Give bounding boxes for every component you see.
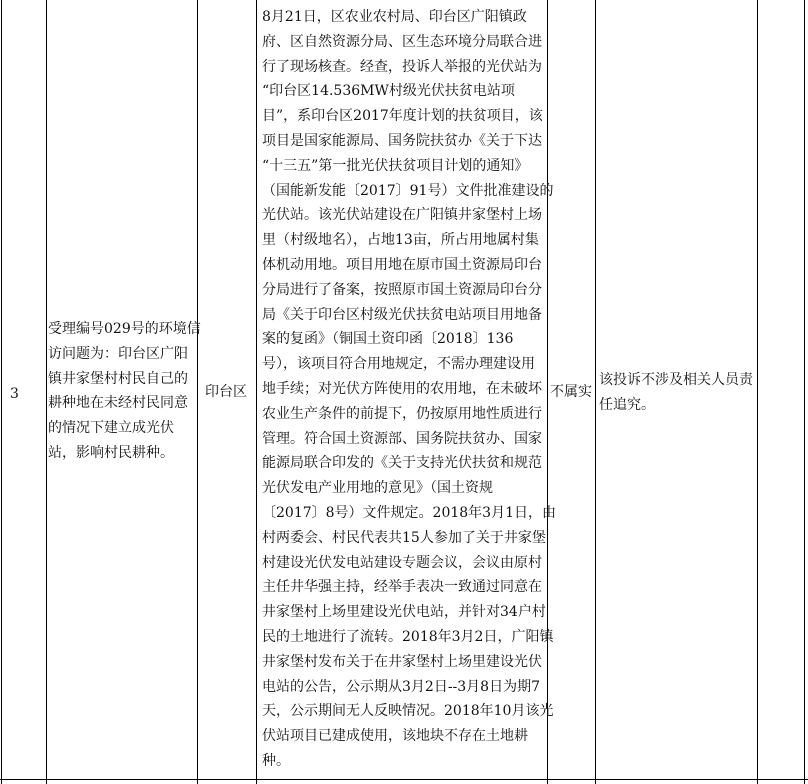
findings-line: “印台区14.536MW村级光伏扶贫电站项: [262, 83, 515, 100]
complaint-line: 站，影响村民耕种。: [48, 444, 174, 461]
findings-line: 府、区自然资源分局、区生态环境分局联合进: [262, 33, 542, 50]
column-border: [256, 0, 257, 784]
column-border: [1, 0, 2, 784]
complaint-line: 镇井家堡村村民自己的: [48, 370, 188, 387]
findings-line: 地手续；对光伏方阵使用的农用地，在未破坏: [262, 380, 542, 397]
findings-line: 8月21日，区农业农村局、印台区广阳镇政: [262, 9, 527, 25]
column-border: [595, 0, 596, 784]
findings-line: 号），该项目符合用地规定，不需办理建设用: [262, 356, 535, 373]
district-cell: 印台区: [205, 384, 247, 400]
findings-line: “十三五”第一批光伏扶贫项目计划的通知》: [262, 157, 529, 174]
complaint-line: 受理编号029号的环境信: [48, 321, 201, 337]
findings-line: （国能新发能〔2017〕91号）文件批准建设的: [262, 182, 554, 199]
findings-line: 电站的公告，公示期从3月2日--3月8日为期7: [262, 678, 540, 695]
findings-line: 村两委会、村民代表共15人参加了关于井家堡: [262, 529, 546, 546]
findings-line: 种。: [262, 752, 290, 769]
handling-cell: [599, 368, 753, 418]
verdict-cell: 不属实: [550, 384, 592, 400]
findings-line: 〔2017〕8号）文件规定。2018年3月1日，由: [262, 504, 556, 521]
findings-line: 村建设光伏发电站建设专题会议，会议由原村: [262, 554, 542, 571]
complaint-line: 访问题为：印台区广阳: [48, 345, 188, 362]
findings-line: 管理。符合国土资源部、国务院扶贫办、国家: [262, 430, 542, 447]
column-border: [804, 0, 805, 784]
findings-line: 井家堡村上场里建设光伏电站，并针对34户村: [262, 604, 546, 621]
findings-line: 局《关于印台区村级光伏扶贫电站项目用地备: [262, 306, 542, 323]
row-number: 3: [10, 386, 19, 402]
findings-line: 光伏发电产业用地的意见》（国土资规: [262, 480, 493, 497]
findings-line: 伏站项目已建成使用，该地块不存在土地耕: [262, 728, 528, 745]
findings-line: 光伏站。该光伏站建设在广阳镇井家堡村上场: [262, 207, 542, 224]
column-border: [757, 0, 758, 784]
complaint-cell: [48, 317, 201, 466]
findings-cell: [262, 5, 556, 774]
findings-line: 里（村级地名），占地13亩，所占用地属村集: [262, 232, 539, 249]
findings-line: 分局进行了备案，按照原市国土资源局印台分: [262, 281, 542, 298]
handling-line: 该投诉不涉及相关人员责: [599, 372, 753, 388]
findings-line: 案的复函》（铜国土资印函〔2018〕136: [262, 331, 514, 348]
findings-line: 天，公示期间无人反映情况。2018年10月该光: [262, 703, 554, 720]
findings-line: 能源局联合印发的《关于支持光伏扶贫和规范: [262, 455, 542, 472]
row-border: [0, 779, 808, 780]
complaint-line: 的情况下建立成光伏: [48, 420, 174, 437]
complaint-line: 耕种地在未经村民同意: [48, 395, 188, 412]
findings-line: 项目是国家能源局、国务院扶贫办《关于下达: [262, 132, 542, 149]
handling-line: 任追究。: [599, 396, 655, 413]
findings-line: 井家堡村发布关于在井家堡村上场里建设光伏: [262, 653, 542, 670]
findings-line: 体机动用地。项目用地在原市国土资源局印台: [262, 256, 542, 273]
findings-line: 民的土地进行了流转。2018年3月2日，广阳镇: [262, 628, 554, 645]
column-border: [46, 0, 47, 784]
findings-line: 主任井华强主持，经举手表决一致通过同意在: [262, 579, 542, 596]
findings-line: 目”，系印台区2017年度计划的扶贫项目，该: [262, 108, 543, 125]
findings-line: 行了现场核查。经查，投诉人举报的光伏站为: [262, 58, 542, 75]
findings-line: 农业生产条件的前提下，仍按原用地性质进行: [262, 405, 542, 422]
